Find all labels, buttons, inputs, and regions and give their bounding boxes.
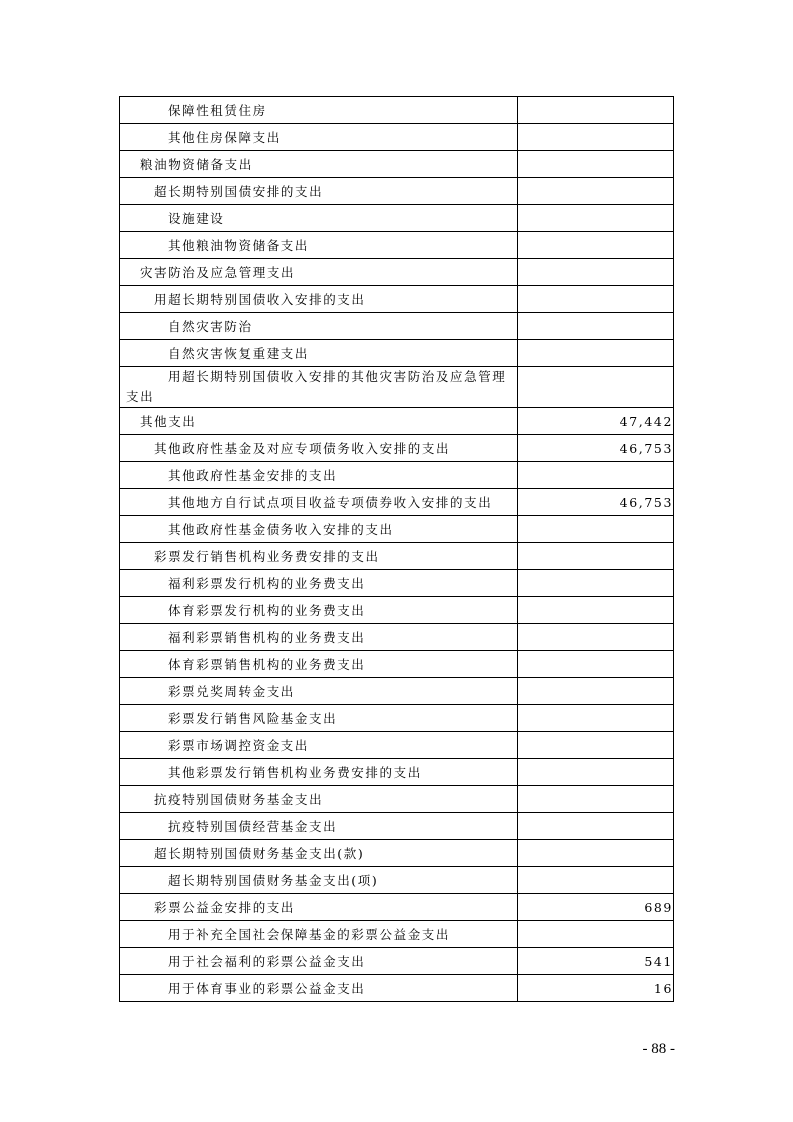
table-row xyxy=(120,732,674,759)
item-name: 灾害防治及应急管理支出 xyxy=(120,259,518,286)
item-amount xyxy=(518,124,674,151)
item-name: 用于体育事业的彩票公益金支出 xyxy=(120,975,518,1002)
item-name-line2: 支出 xyxy=(126,389,155,404)
table-row xyxy=(120,624,674,651)
table-row xyxy=(120,232,674,259)
table-row xyxy=(120,313,674,340)
table-row xyxy=(120,259,674,286)
table-row xyxy=(120,867,674,894)
item-amount xyxy=(518,205,674,232)
item-amount xyxy=(518,732,674,759)
item-amount: 541 xyxy=(518,948,674,975)
item-name: 超长期特别国债安排的支出 xyxy=(120,178,518,205)
table-row xyxy=(120,975,674,1002)
table-row xyxy=(120,286,674,313)
table-row xyxy=(120,408,674,435)
item-name: 福利彩票销售机构的业务费支出 xyxy=(120,624,518,651)
item-amount xyxy=(518,813,674,840)
item-amount: 46,753 xyxy=(518,435,674,462)
budget-expenditure-table xyxy=(119,96,674,1002)
item-amount xyxy=(518,367,674,408)
item-name: 粮油物资储备支出 xyxy=(120,151,518,178)
item-amount xyxy=(518,462,674,489)
table-row xyxy=(120,97,674,124)
table-row xyxy=(120,124,674,151)
item-name: 彩票市场调控资金支出 xyxy=(120,732,518,759)
item-amount xyxy=(518,705,674,732)
item-amount xyxy=(518,178,674,205)
item-name: 自然灾害恢复重建支出 xyxy=(120,340,518,367)
item-amount: 689 xyxy=(518,894,674,921)
table-row xyxy=(120,570,674,597)
item-name: 体育彩票发行机构的业务费支出 xyxy=(120,597,518,624)
table-row xyxy=(120,894,674,921)
item-amount: 47,442 xyxy=(518,408,674,435)
table-row xyxy=(120,516,674,543)
table-row xyxy=(120,759,674,786)
item-amount xyxy=(518,651,674,678)
table-row xyxy=(120,597,674,624)
table-row xyxy=(120,543,674,570)
item-amount xyxy=(518,597,674,624)
item-amount xyxy=(518,678,674,705)
item-amount xyxy=(518,286,674,313)
item-name: 用于社会福利的彩票公益金支出 xyxy=(120,948,518,975)
item-name: 其他彩票发行销售机构业务费安排的支出 xyxy=(120,759,518,786)
table-row xyxy=(120,813,674,840)
item-name: 其他政府性基金及对应专项债务收入安排的支出 xyxy=(120,435,518,462)
item-amount xyxy=(518,759,674,786)
table-row xyxy=(120,205,674,232)
table-row xyxy=(120,705,674,732)
table-row xyxy=(120,151,674,178)
item-name xyxy=(120,367,518,408)
item-amount xyxy=(518,921,674,948)
item-name: 彩票发行销售风险基金支出 xyxy=(120,705,518,732)
item-name: 设施建设 xyxy=(120,205,518,232)
table-row xyxy=(120,178,674,205)
table-row xyxy=(120,921,674,948)
table-row xyxy=(120,840,674,867)
item-name: 用于补充全国社会保障基金的彩票公益金支出 xyxy=(120,921,518,948)
item-amount xyxy=(518,840,674,867)
item-amount xyxy=(518,867,674,894)
table-row xyxy=(120,489,674,516)
item-amount xyxy=(518,259,674,286)
table-row xyxy=(120,462,674,489)
item-name: 其他粮油物资储备支出 xyxy=(120,232,518,259)
item-name: 抗疫特别国债财务基金支出 xyxy=(120,786,518,813)
table-row xyxy=(120,948,674,975)
page-number: - 88 - xyxy=(642,1041,675,1057)
item-name: 彩票兑奖周转金支出 xyxy=(120,678,518,705)
item-amount xyxy=(518,570,674,597)
item-name: 体育彩票销售机构的业务费支出 xyxy=(120,651,518,678)
item-name: 超长期特别国债财务基金支出(款) xyxy=(120,840,518,867)
item-amount xyxy=(518,624,674,651)
item-name: 超长期特别国债财务基金支出(项) xyxy=(120,867,518,894)
item-name: 保障性租赁住房 xyxy=(120,97,518,124)
item-name: 福利彩票发行机构的业务费支出 xyxy=(120,570,518,597)
item-name: 其他支出 xyxy=(120,408,518,435)
item-amount xyxy=(518,786,674,813)
table-row xyxy=(120,435,674,462)
item-name: 其他住房保障支出 xyxy=(120,124,518,151)
table-row xyxy=(120,786,674,813)
item-amount xyxy=(518,313,674,340)
table-row xyxy=(120,678,674,705)
item-name: 其他地方自行试点项目收益专项债券收入安排的支出 xyxy=(120,489,518,516)
item-name-line1: 用超长期特别国债收入安排的其他灾害防治及应急管理 xyxy=(168,369,507,384)
item-amount xyxy=(518,151,674,178)
item-name: 彩票公益金安排的支出 xyxy=(120,894,518,921)
table-row xyxy=(120,367,674,408)
item-name: 抗疫特别国债经营基金支出 xyxy=(120,813,518,840)
item-amount xyxy=(518,232,674,259)
item-name: 其他政府性基金债务收入安排的支出 xyxy=(120,516,518,543)
item-amount xyxy=(518,543,674,570)
item-amount xyxy=(518,97,674,124)
table-row xyxy=(120,651,674,678)
item-amount xyxy=(518,516,674,543)
item-name: 自然灾害防治 xyxy=(120,313,518,340)
item-name: 彩票发行销售机构业务费安排的支出 xyxy=(120,543,518,570)
item-amount: 46,753 xyxy=(518,489,674,516)
table-row xyxy=(120,340,674,367)
item-name: 用超长期特别国债收入安排的支出 xyxy=(120,286,518,313)
item-amount: 16 xyxy=(518,975,674,1002)
item-amount xyxy=(518,340,674,367)
item-name: 其他政府性基金安排的支出 xyxy=(120,462,518,489)
